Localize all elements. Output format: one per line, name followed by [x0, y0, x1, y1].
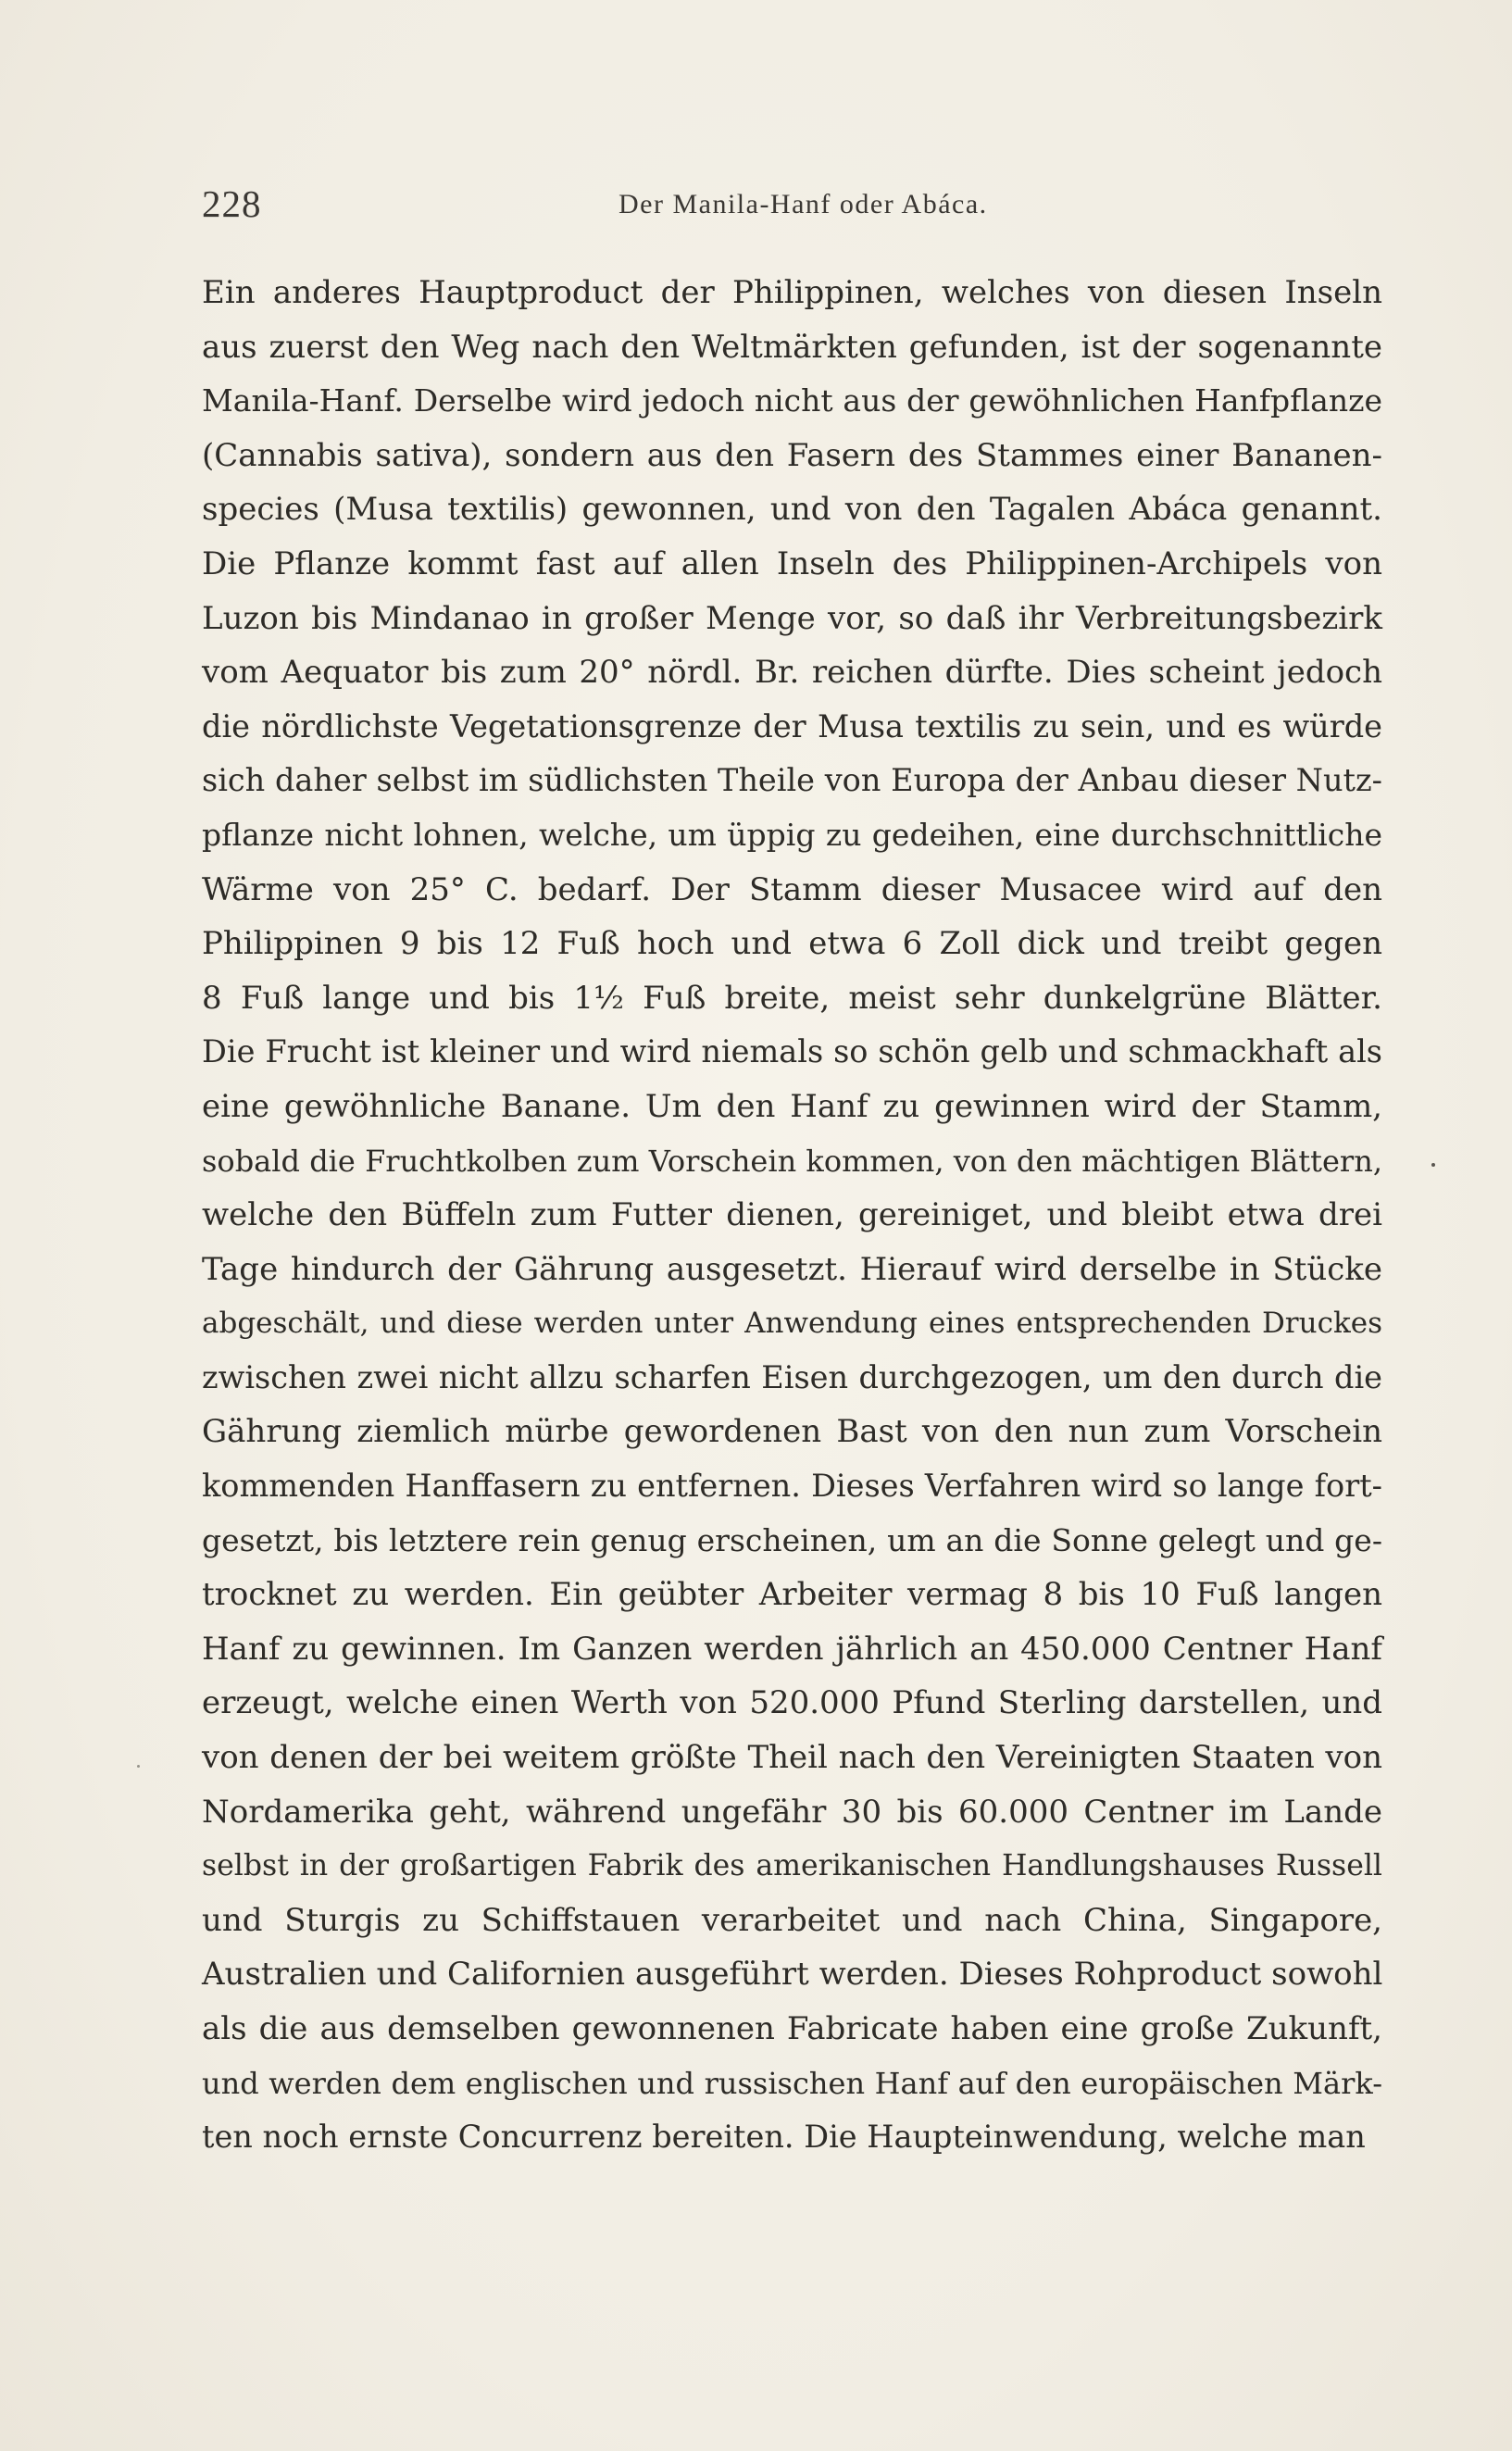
text-line: Die Pflanze kommt fast auf allen Inseln des Philippinen-Archipels von: [202, 544, 1382, 582]
text-line: pflanze nicht lohnen, welche, um üppig zu gedeihen, eine durchschnittliche: [202, 816, 1382, 853]
text-line: eine gewöhnliche Banane. Um den Hanf zu gewinnen wird der Stamm,: [202, 1087, 1382, 1125]
text-line: Gährung ziemlich mürbe gewordenen Bast von den nun zum Vorschein: [202, 1413, 1382, 1451]
text-line: Luzon bis Mindanao in großer Menge vor, so daß ihr Verbreitungsbezirk: [202, 599, 1382, 637]
text-line: abgeschält, und diese werden unter Anwendung eines entsprechenden Druckes: [202, 1307, 1382, 1341]
text-line: welche den Büffeln zum Futter dienen, gereiniget, und bleibt etwa drei: [202, 1196, 1382, 1234]
text-line: erzeugt, welche einen Werth von 520.000 Pfund Sterling darstellen, und: [202, 1684, 1382, 1722]
text-line: Die Frucht ist kleiner und wird niemals so schön gelb und schmackhaft als: [202, 1033, 1382, 1070]
text-line: als die aus demselben gewonnenen Fabricate haben eine große Zukunft,: [202, 2010, 1382, 2047]
text-line: ten noch ernste Concurrenz bereiten. Die Haupteinwendung, welche man: [202, 2119, 1366, 2156]
running-head: Der Manila-Hanf oder Abáca.: [619, 189, 988, 219]
text-line: aus zuerst den Weg nach den Weltmärkten gefunden, ist der sogenannte: [202, 328, 1382, 366]
text-line: vom Aequator bis zum 20° nördl. Br. reichen dürfte. Dies scheint jedoch: [202, 654, 1382, 692]
text-line: Australien und Californien ausgeführt werden. Dieses Rohproduct sowohl: [202, 1956, 1383, 1994]
text-line: und Sturgis zu Schiffstauen verarbeitet und nach China, Singapore,: [202, 1901, 1382, 1939]
body-text: [202, 266, 1382, 2165]
text-line: zwischen zwei nicht allzu scharfen Eisen durchgezogen, um den durch die: [202, 1358, 1382, 1395]
text-line: sobald die Fruchtkolben zum Vorschein kommen, von den mächtigen Blättern,: [202, 1143, 1382, 1179]
text-line: Wärme von 25° C. bedarf. Der Stamm dieser Musacee wird auf den: [202, 870, 1382, 908]
text-line: selbst in der großartigen Fabrik des amerikanischen Handlungshauses Russell: [202, 1849, 1382, 1883]
text-line: die nördlichste Vegetationsgrenze der Musa textilis zu sein, und es würde: [202, 707, 1382, 744]
text-line: 8 Fuß lange und bis 1½ Fuß breite, meist sehr dunkelgrüne Blätter.: [202, 979, 1382, 1017]
text-line: gesetzt, bis letztere rein genug erscheinen, um an die Sonne gelegt und ge-: [202, 1521, 1382, 1558]
page-number: 228: [202, 182, 262, 225]
text-line: Tage hindurch der Gährung ausgesetzt. Hierauf wird derselbe in Stücke: [202, 1250, 1382, 1288]
text-line: Hanf zu gewinnen. Im Ganzen werden jährlich an 450.000 Centner Hanf: [202, 1630, 1382, 1668]
text-line: von denen der bei weitem größte Theil nach den Vereinigten Staaten von: [202, 1739, 1382, 1777]
ink-speck: [1431, 1163, 1435, 1167]
text-line: Nordamerika geht, während ungefähr 30 bis 60.000 Centner im Lande: [202, 1793, 1382, 1831]
text-line: Manila-Hanf. Derselbe wird jedoch nicht aus der gewöhnlichen Hanfpflanze: [202, 382, 1382, 419]
text-line: Ein anderes Hauptproduct der Philippinen, welches von diesen Inseln: [202, 274, 1382, 311]
text-line: und werden dem englischen und russischen Hanf auf den europäischen Märk-: [202, 2065, 1382, 2101]
text-line: sich daher selbst im südlichsten Theile von Europa der Anbau dieser Nutz-: [202, 762, 1382, 799]
text-line: (Cannabis sativa), sondern aus den Fasern des Stammes einer Bananen-: [202, 436, 1382, 474]
ink-speck: [137, 1765, 140, 1768]
text-line: Philippinen 9 bis 12 Fuß hoch und etwa 6 Zoll dick und treibt gegen: [202, 925, 1382, 963]
page-header: [202, 181, 1306, 228]
text-line: species (Musa textilis) gewonnen, und von den Tagalen Abáca genannt.: [202, 491, 1382, 529]
text-line: trocknet zu werden. Ein geübter Arbeiter vermag 8 bis 10 Fuß langen: [202, 1576, 1382, 1614]
text-line: kommenden Hanffasern zu entfernen. Dieses Verfahren wird so lange fort-: [202, 1468, 1382, 1505]
